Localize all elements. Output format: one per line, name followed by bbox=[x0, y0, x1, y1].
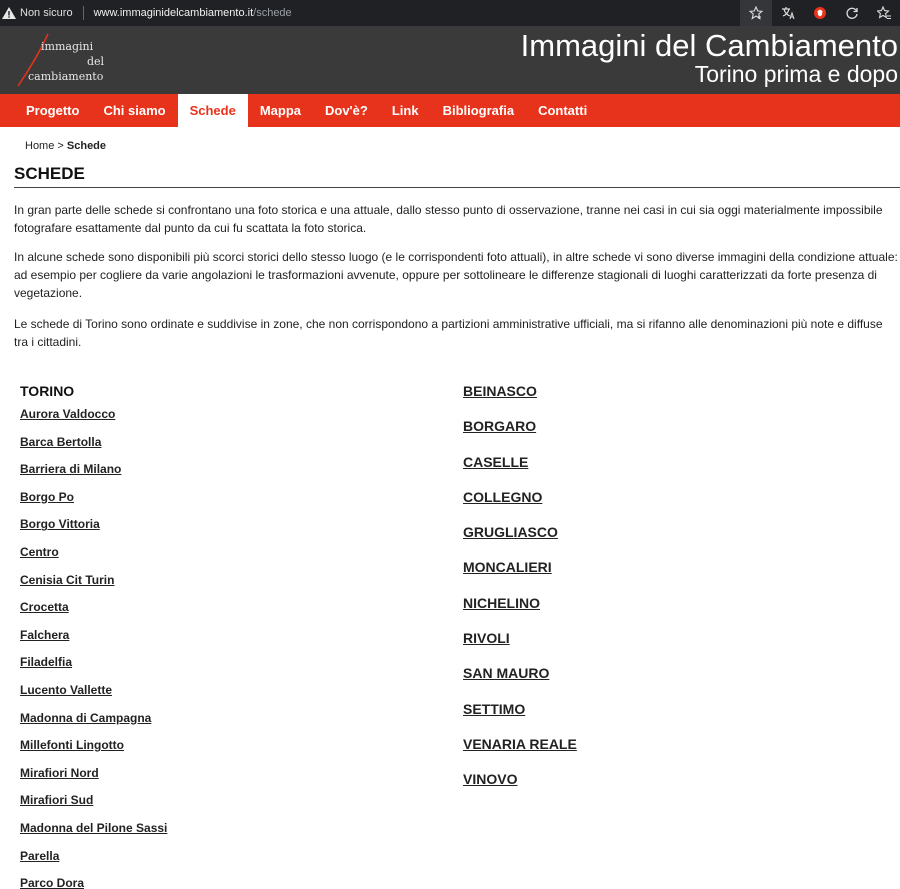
municipality-link[interactable]: SAN MAURO bbox=[463, 665, 550, 682]
nav-schede[interactable]: Schede bbox=[178, 94, 248, 127]
list-item bbox=[20, 598, 167, 626]
breadcrumb-current: Schede bbox=[66, 140, 107, 152]
breadcrumb-separator: > bbox=[54, 140, 67, 152]
nav-progetto[interactable]: Progetto bbox=[26, 103, 80, 118]
zone-link[interactable]: Mirafiori Nord bbox=[20, 765, 99, 780]
zone-link[interactable]: Crocetta bbox=[20, 600, 69, 615]
site-header bbox=[0, 26, 900, 94]
municipality-link[interactable]: RIVOLI bbox=[463, 630, 510, 647]
list-item bbox=[20, 819, 167, 847]
zone-link[interactable]: Mirafiori Sud bbox=[20, 793, 94, 808]
browser-address-bar[interactable] bbox=[0, 0, 900, 26]
list-item bbox=[20, 405, 167, 433]
list-item bbox=[20, 681, 167, 709]
site-title: Immagini del Cambiamento bbox=[520, 28, 898, 63]
site-subtitle: Torino prima e dopo bbox=[694, 61, 898, 87]
zone-link[interactable]: Lucento Vallette bbox=[20, 682, 113, 697]
torino-zone-list bbox=[20, 405, 167, 889]
url-host[interactable]: www.immaginidelcambiamento.it bbox=[93, 7, 254, 19]
zone-link[interactable]: Parco Dora bbox=[20, 876, 85, 889]
zone-link[interactable]: Madonna del Pilone Sassi bbox=[20, 820, 168, 835]
logo-text-del: del bbox=[87, 55, 105, 68]
list-item bbox=[463, 595, 577, 630]
list-item bbox=[463, 418, 577, 453]
address-divider bbox=[83, 6, 84, 20]
zone-link[interactable]: Borgo Po bbox=[20, 489, 74, 504]
refresh-icon[interactable] bbox=[836, 0, 868, 26]
zone-link[interactable]: Cenisia Cit Turin bbox=[20, 572, 115, 587]
zone-link[interactable]: Aurora Valdocco bbox=[20, 407, 116, 421]
page-title: SCHEDE bbox=[14, 164, 900, 188]
list-item bbox=[20, 488, 167, 516]
zone-link[interactable]: Borgo Vittoria bbox=[20, 517, 100, 532]
list-item bbox=[463, 665, 577, 700]
list-item bbox=[463, 771, 577, 806]
intro-paragraph-3: Le schede di Torino sono ordinate e suddivise in zone, che non corrispondono a partizioni amministrative ufficiali, ma si rifanno alle denominazioni più note e diffuse tra i cittadini. bbox=[14, 317, 883, 349]
municipality-link[interactable]: MONCALIERI bbox=[463, 559, 552, 576]
municipality-link[interactable]: BORGARO bbox=[463, 418, 537, 435]
torino-heading: TORINO bbox=[20, 383, 75, 399]
zone-link[interactable]: Parella bbox=[20, 848, 60, 863]
municipality-list bbox=[463, 383, 577, 807]
nav-chi-siamo[interactable]: Chi siamo bbox=[103, 103, 166, 118]
municipalities-column bbox=[463, 383, 577, 807]
municipality-link[interactable]: BEINASCO bbox=[463, 383, 537, 399]
list-item bbox=[20, 571, 167, 599]
nav-bibliografia[interactable]: Bibliografia bbox=[442, 103, 515, 118]
list-item bbox=[463, 701, 577, 736]
main-nav bbox=[0, 94, 900, 127]
municipality-link[interactable]: SETTIMO bbox=[463, 700, 526, 717]
list-item bbox=[463, 489, 577, 524]
nav-mappa[interactable]: Mappa bbox=[259, 103, 301, 118]
breadcrumb bbox=[25, 140, 106, 152]
breadcrumb-home[interactable]: Home bbox=[25, 140, 55, 152]
torino-zones-column bbox=[20, 383, 167, 889]
municipality-link[interactable]: COLLEGNO bbox=[463, 488, 543, 505]
list-item bbox=[463, 524, 577, 559]
list-item bbox=[20, 653, 167, 681]
list-item bbox=[20, 791, 167, 819]
nav-link[interactable]: Link bbox=[391, 103, 419, 118]
zone-link[interactable]: Millefonti Lingotto bbox=[20, 738, 124, 753]
extension-shield-icon[interactable] bbox=[804, 0, 836, 26]
add-favorite-icon[interactable] bbox=[740, 0, 772, 26]
logo-text-cambiamento: cambiamento bbox=[28, 70, 104, 83]
list-item bbox=[20, 847, 167, 875]
site-logo[interactable] bbox=[14, 30, 124, 90]
list-item bbox=[20, 543, 167, 571]
favorites-icon[interactable] bbox=[868, 0, 900, 26]
intro-paragraph-1: In gran parte delle schede si confrontano una foto storica e una attuale, dallo stesso punto di osservazione, tranne nei casi in cui sia oggi materialmente impossibile fotografare esattamente dal punto da cui fu scattata la foto storica. bbox=[14, 203, 883, 235]
warning-icon bbox=[2, 7, 16, 19]
municipality-link[interactable]: VINOVO bbox=[463, 771, 518, 788]
list-item bbox=[20, 626, 167, 654]
municipality-link[interactable]: VENARIA REALE bbox=[463, 735, 577, 752]
address-bar-actions bbox=[740, 0, 900, 26]
zone-link[interactable]: Barriera di Milano bbox=[20, 462, 122, 477]
list-item bbox=[20, 764, 167, 792]
list-item bbox=[20, 433, 167, 461]
intro-paragraph-2: In alcune schede sono disponibili più scorci storici dello stesso luogo (e le corrispondenti foto attuali), in altre schede vi sono diverse immagini della condizione attuale: ad esempio per cogliere da varie angolazioni le trasformazioni avvenute, oppure per sottolineare le differenze stagionali di luoghi caratterizzati da forte presenza di vegetazione. bbox=[14, 250, 898, 300]
translate-icon[interactable] bbox=[772, 0, 804, 26]
nav-contatti[interactable]: Contatti bbox=[538, 103, 588, 118]
municipality-link[interactable]: GRUGLIASCO bbox=[463, 524, 558, 541]
list-item bbox=[463, 383, 577, 418]
zone-link[interactable]: Barca Bertolla bbox=[20, 434, 102, 449]
nav-dove[interactable]: Dov'è? bbox=[325, 103, 368, 118]
list-item bbox=[20, 874, 167, 889]
list-item bbox=[20, 736, 167, 764]
list-item bbox=[463, 630, 577, 665]
logo-text-immagini: immagini bbox=[41, 40, 94, 53]
list-item bbox=[463, 559, 577, 594]
zone-link[interactable]: Falchera bbox=[20, 627, 70, 642]
zone-link[interactable]: Filadelfia bbox=[20, 655, 73, 670]
security-label[interactable]: Non sicuro bbox=[20, 7, 73, 19]
list-item bbox=[20, 709, 167, 737]
municipality-link[interactable]: CASELLE bbox=[463, 453, 529, 470]
url-path[interactable]: /schede bbox=[253, 7, 292, 19]
list-item bbox=[20, 460, 167, 488]
list-item bbox=[463, 454, 577, 489]
zone-link[interactable]: Madonna di Campagna bbox=[20, 710, 152, 725]
municipality-link[interactable]: NICHELINO bbox=[463, 594, 540, 611]
list-item bbox=[20, 515, 167, 543]
list-item bbox=[463, 736, 577, 771]
zone-link[interactable]: Centro bbox=[20, 544, 59, 559]
